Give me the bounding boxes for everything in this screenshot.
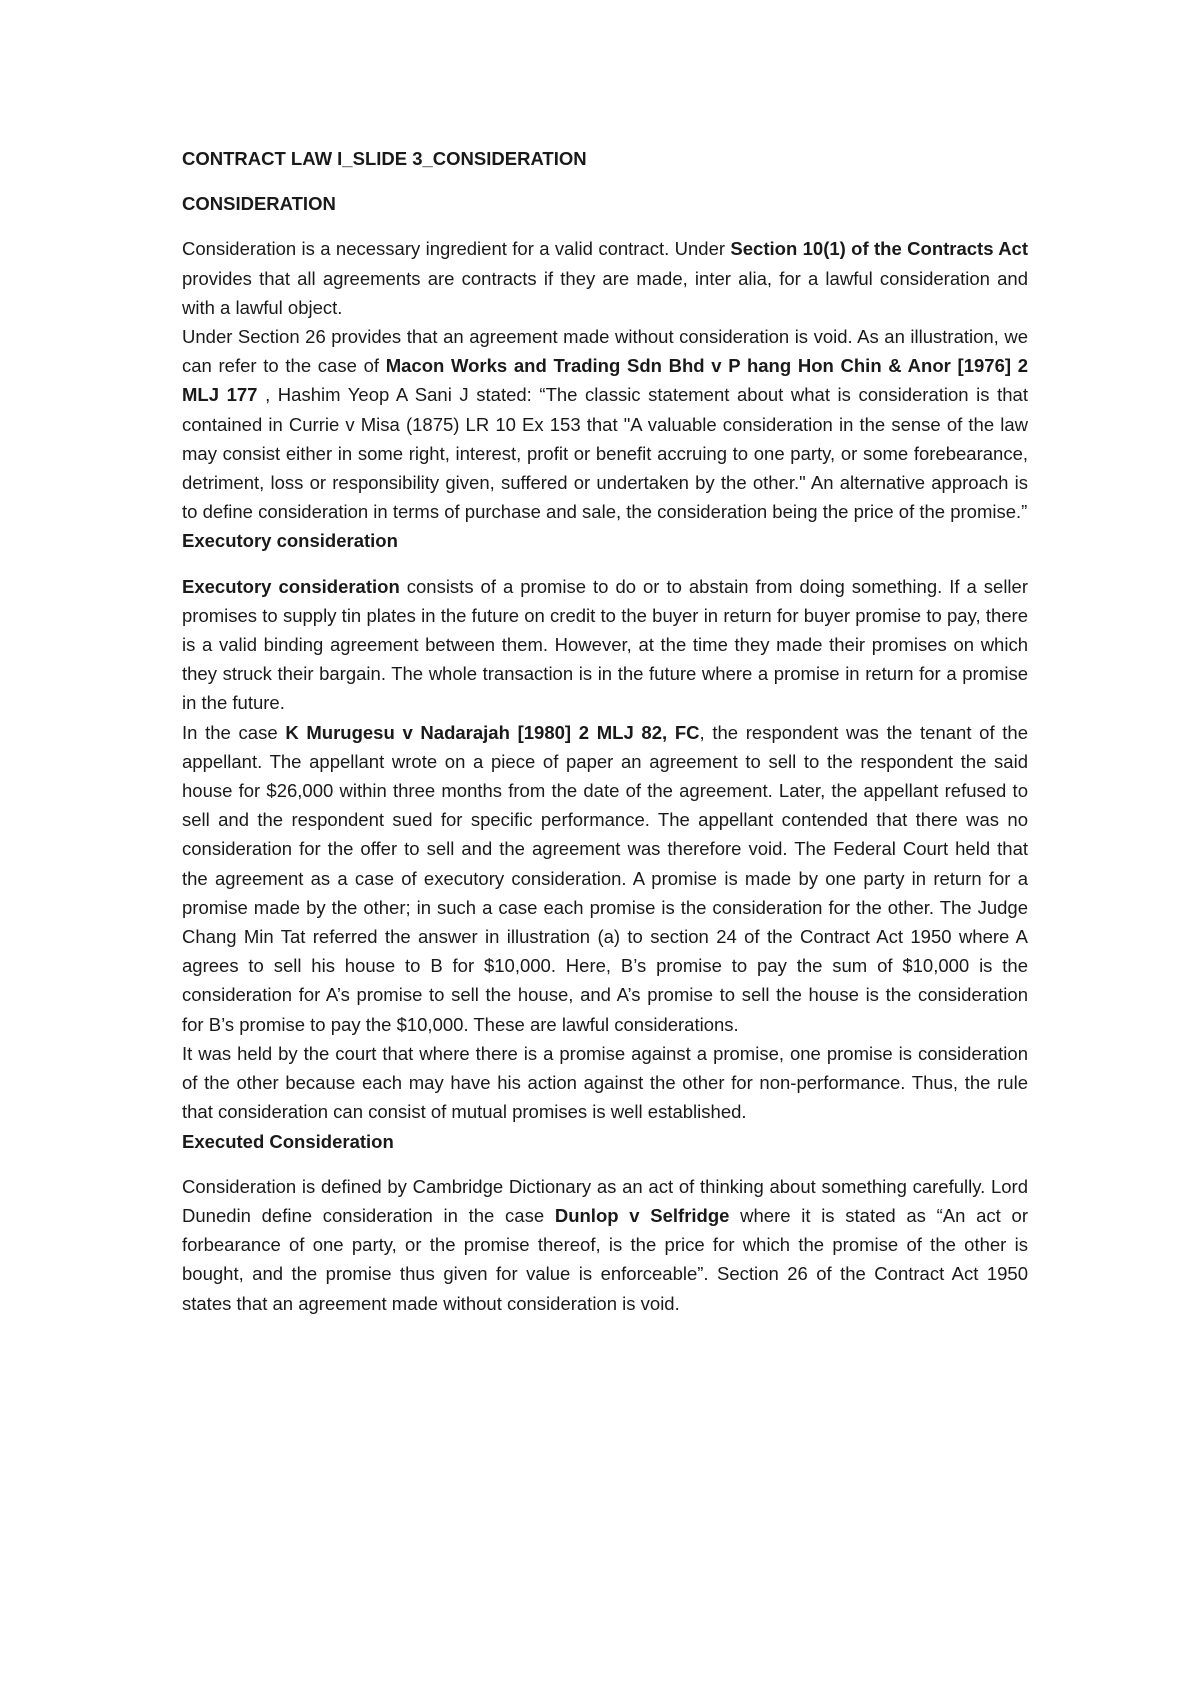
text-run: Under Section 26 provides that an agreement made without consideration is void. As an illustration, we can refer to the case of	[182, 326, 1028, 377]
document-content	[182, 144, 1028, 1318]
bold-text-run: Macon Works and Trading Sdn Bhd v P hang Hon Chin & Anor [1976] 2 MLJ 177	[182, 355, 1029, 406]
text-run: where it is stated as “An act or forbearance of one party, or the promise thereof, is the price for which the promise of the other is bought, and the promise thus given for value is enforceable”. Section 26 of the Contract Act 1950 states that an agreement made without consideration is void.	[182, 1204, 1028, 1314]
paragraph-executory-1	[182, 572, 1028, 718]
paragraph-consideration-2	[182, 322, 1028, 526]
paragraph-executory-3	[182, 1039, 1028, 1127]
document-title: CONTRACT LAW I_SLIDE 3_CONSIDERATION	[182, 148, 587, 169]
heading-executed-consideration: Executed Consideration	[182, 1130, 394, 1152]
text-run: Consideration is defined by Cambridge Dictionary as an act of thinking about something carefully. Lord Dunedin define consideration in the case	[182, 1175, 1028, 1226]
paragraph-executory-2	[182, 718, 1028, 1039]
text-run: , the respondent was the tenant of the appellant. The appellant wrote on a piece of paper an agreement to sell to the respondent the said house for $26,000 within three months from the date of the agreement. Later, the appellant refused to sell and the respondent sued for specific performance. The appellant contended that there was no consideration for the offer to sell and the agreement was therefore void. The Federal Court held that the agreement as a case of executory consideration. A promise is made by one party in return for a promise made by the other; in such a case each promise is the consideration for the other. The Judge Chang Min Tat referred the answer in illustration (a) to section 24 of the Contract Act 1950 where A agrees to sell his house to B for $10,000. Here, B’s promise to pay the sum of $10,000 is the consideration for A’s promise to sell the house, and A’s promise to sell the house is the consideration for B’s promise to pay the $10,000. These are lawful considerations.	[182, 721, 1028, 1035]
bold-text-run: Section 10(1) of the Contracts Act	[730, 238, 1029, 260]
bold-text-run: Executory consideration	[182, 575, 400, 597]
bold-text-run: K Murugesu v Nadarajah [1980] 2 MLJ 82, FC	[285, 721, 700, 743]
text-run: provides that all agreements are contracts if they are made, inter alia, for a lawful consideration and with a lawful object.	[182, 267, 1028, 318]
heading-consideration: CONSIDERATION	[182, 193, 336, 215]
heading-executory-consideration: Executory consideration	[182, 530, 398, 552]
bold-text-run: Dunlop v Selfridge	[554, 1204, 730, 1226]
text-run: In the case	[182, 721, 286, 743]
text-run: , Hashim Yeop A Sani J stated: “The classic statement about what is consideration is that contained in Currie v Misa (1875) LR 10 Ex 153 that "A valuable consideration in the sense of the law may consist either in some right, interest, profit or benefit accruing to one party, or some forebearance, detriment, loss or responsibility given, suffered or undertaken by the other." An alternative approach is to define consideration in terms of purchase and sale, the consideration being the price of the promise.”	[182, 384, 1028, 523]
paragraph-executed-1	[182, 1172, 1028, 1318]
text-run: It was held by the court that where there is a promise against a promise, one promise is consideration of the other because each may have his action against the other for non-performance. Thus, the rule that consideration can consist of mutual promises is well established.	[182, 1042, 1028, 1123]
paragraph-consideration-1	[182, 234, 1028, 322]
text-run: Consideration is a necessary ingredient for a valid contract. Under	[182, 238, 731, 260]
text-run: consists of a promise to do or to abstain from doing something. If a seller promises to supply tin plates in the future on credit to the buyer in return for buyer promise to pay, there is a valid binding agreement between them. However, at the time they made their promises on which they struck their bargain. The whole transaction is in the future where a promise in return for a promise in the future.	[182, 575, 1028, 714]
